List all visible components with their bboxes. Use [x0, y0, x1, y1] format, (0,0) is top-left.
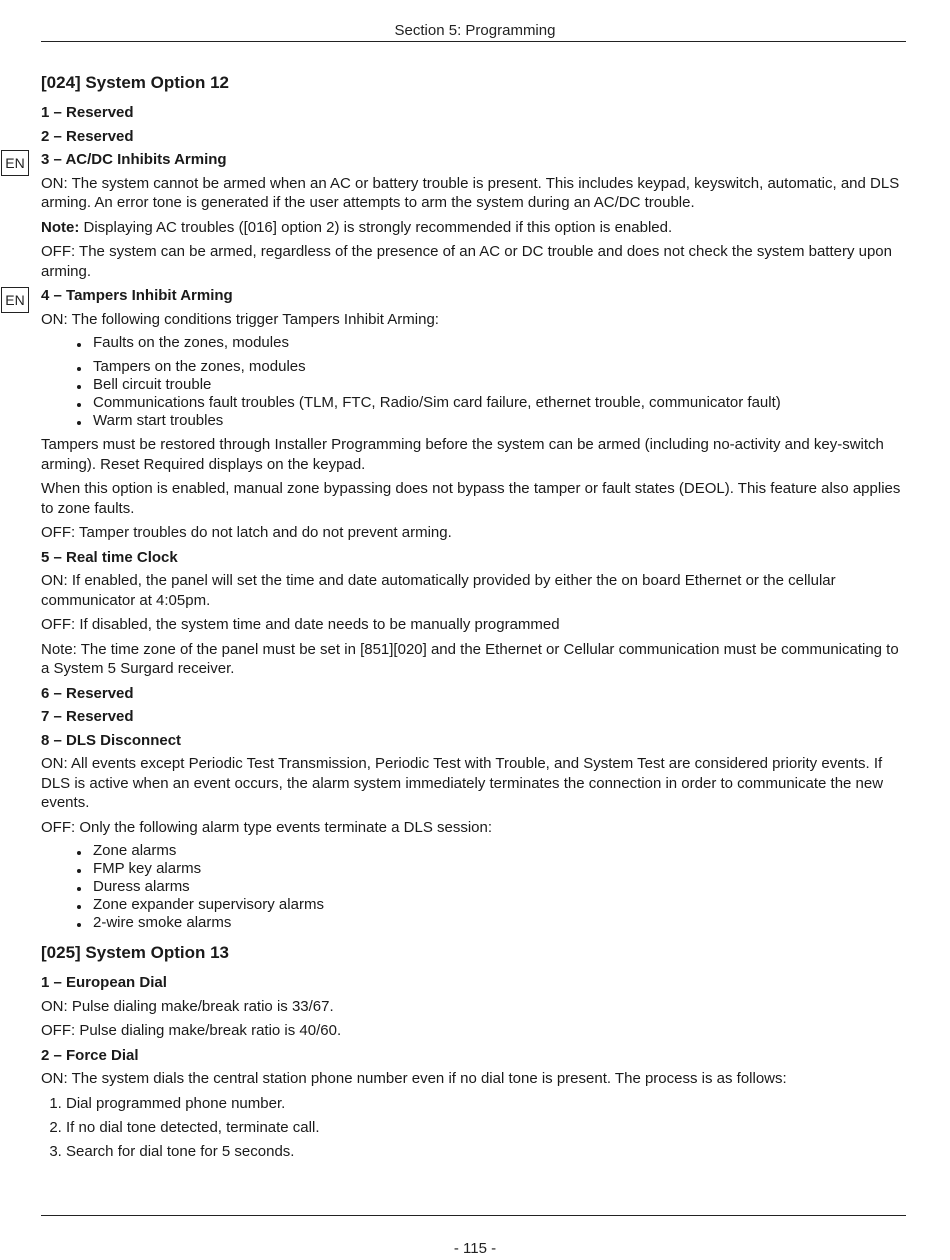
- option-on-text: ON: The system dials the central station phone number even if no dial tone is present. The process is as follows:: [41, 1070, 787, 1087]
- option-off-text: OFF: Tamper troubles do not latch and do not prevent arming.: [41, 524, 452, 541]
- option-on-text: ON: Pulse dialing make/break ratio is 33/67.: [41, 997, 334, 1015]
- footer-rule: [41, 1215, 906, 1216]
- note-text: Displaying AC troubles ([016] option 2) is strongly recommended if this option is enabled.: [79, 218, 673, 236]
- running-header: Section 5: Programming: [394, 22, 556, 39]
- option-heading: 3 – AC/DC Inhibits Arming: [41, 151, 227, 168]
- list-item: 2-wire smoke alarms: [93, 914, 911, 932]
- list-item: Warm start troubles: [93, 412, 911, 430]
- list-item: Zone alarms: [93, 842, 911, 860]
- list-item: FMP key alarms: [93, 860, 911, 878]
- option-off-text: OFF: The system can be armed, regardless of the presence of an AC or DC trouble and does not check the system battery upon arming.: [41, 243, 892, 280]
- numbered-list: [41, 1094, 911, 1162]
- option-heading: 7 – Reserved: [41, 708, 134, 725]
- paragraph: When this option is enabled, manual zone bypassing does not bypass the tamper or fault states (DEOL). This feature also applies to zone faults.: [41, 480, 901, 517]
- paragraph: Tampers must be restored through Installer Programming before the system can be armed (including no-activity and key-switch arming). Reset Required displays on the keypad.: [41, 436, 884, 473]
- option-heading: 2 – Reserved: [41, 127, 134, 145]
- option-note: [41, 218, 911, 238]
- bullet-list: [41, 334, 911, 430]
- header-rule: [41, 41, 906, 42]
- list-item: 3. Search for dial tone for 5 seconds.: [66, 1142, 911, 1162]
- list-item: Communications fault troubles (TLM, FTC, Radio/Sim card failure, ethernet trouble, communicator fault): [93, 394, 911, 412]
- list-item: 2. If no dial tone detected, terminate call.: [66, 1118, 911, 1138]
- list-item: Bell circuit trouble: [93, 376, 911, 394]
- list-item: Tampers on the zones, modules: [93, 358, 911, 376]
- list-item: 1. Dial programmed phone number.: [66, 1094, 911, 1114]
- option-heading: 6 – Reserved: [41, 684, 134, 702]
- language-badge: EN: [1, 150, 29, 176]
- option-on-text: ON: If enabled, the panel will set the time and date automatically provided by either the on board Ethernet or the cellular communicator at 4:05pm.: [41, 572, 836, 609]
- option-off-text: OFF: Only the following alarm type events terminate a DLS session:: [41, 818, 493, 836]
- section-title: [024] System Option 12: [41, 73, 230, 92]
- option-heading: 4 – Tampers Inhibit Arming: [41, 287, 233, 304]
- page-number: - 115 -: [453, 1240, 497, 1257]
- option-note: Note: The time zone of the panel must be set in [851][020] and the Ethernet or Cellular communication must be communicating to a System 5 Surgard receiver.: [41, 640, 899, 677]
- list-item: Zone expander supervisory alarms: [93, 896, 911, 914]
- option-on-text: ON: The system cannot be armed when an AC or battery trouble is present. This includes keypad, keyswitch, automatic, and DLS arming. An error tone is generated if the user attempts to arm the system during an AC/DC trouble.: [41, 174, 900, 211]
- option-on-text: ON: The following conditions trigger Tampers Inhibit Arming:: [41, 310, 439, 328]
- option-off-text: OFF: If disabled, the system time and date needs to be manually programmed: [41, 616, 560, 633]
- note-label: Note:: [41, 218, 80, 236]
- section-title: [025] System Option 13: [41, 943, 230, 962]
- option-on-text: ON: All events except Periodic Test Transmission, Periodic Test with Trouble, and System Test are considered priority events. If DLS is active when an event occurs, the alarm system immediately terminates the connection in order to communicate the new events.: [41, 755, 884, 811]
- option-heading: 1 – Reserved: [41, 104, 134, 121]
- language-badge: EN: [1, 287, 29, 313]
- bullet-list: [41, 842, 911, 932]
- list-item: Duress alarms: [93, 878, 911, 896]
- list-item: Faults on the zones, modules: [93, 334, 911, 352]
- page-body: [41, 72, 911, 1166]
- option-heading: 1 – European Dial: [41, 974, 167, 991]
- option-heading: 2 – Force Dial: [41, 1046, 139, 1064]
- option-heading: 8 – DLS Disconnect: [41, 731, 182, 749]
- option-heading: 5 – Real time Clock: [41, 548, 178, 566]
- option-off-text: OFF: Pulse dialing make/break ratio is 40/60.: [41, 1022, 342, 1039]
